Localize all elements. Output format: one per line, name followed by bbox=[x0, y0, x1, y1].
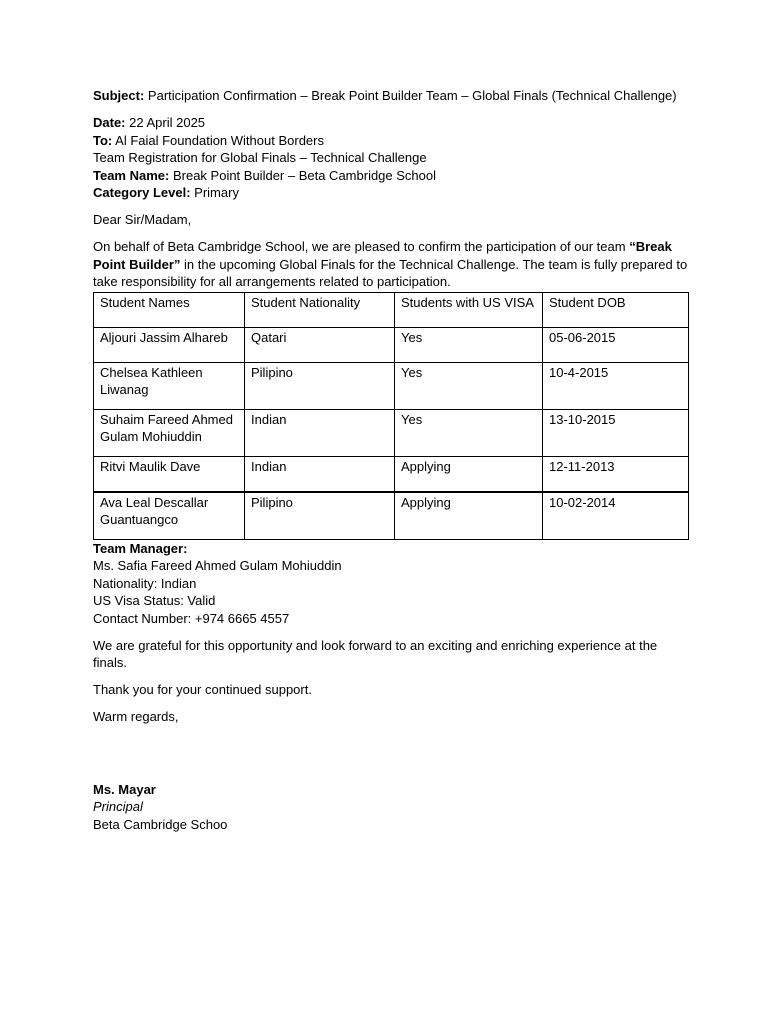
team-manager-heading: Team Manager: bbox=[93, 540, 188, 556]
team-name-label: Team Name: bbox=[93, 167, 170, 183]
team-name-line bbox=[93, 167, 689, 185]
intro-after: in the upcoming Global Finals for the Technical Challenge. The team is fully prepared to take responsibility for all arrangements related to participation. bbox=[93, 256, 688, 289]
registration-line: Team Registration for Global Finals – Technical Challenge bbox=[93, 150, 427, 165]
table-header-row bbox=[94, 292, 689, 327]
intro-team-quote: “Break Point Builder” bbox=[93, 239, 672, 272]
student-visa: Yes bbox=[395, 409, 543, 456]
header-student-names: Student Names bbox=[94, 292, 245, 327]
student-nationality: Indian bbox=[245, 456, 395, 492]
intro-paragraph bbox=[93, 238, 689, 291]
student-nationality: Pilipino bbox=[245, 492, 395, 540]
date-line bbox=[93, 114, 689, 132]
thanks-line: Thank you for your continued support. bbox=[93, 682, 312, 697]
subject-label: Subject: bbox=[93, 88, 145, 103]
table-row bbox=[94, 327, 689, 362]
team-manager-contact: Contact Number: +974 6665 4557 bbox=[93, 610, 290, 626]
header-student-nationality: Student Nationality bbox=[245, 292, 395, 327]
grateful-paragraph: We are grateful for this opportunity and look forward to an exciting and enriching experience at the finals. bbox=[93, 637, 658, 670]
subject-text: Participation Confirmation – Break Point Builder Team – Global Finals (Technical Challenge) bbox=[147, 88, 677, 103]
recipient-label: To: bbox=[93, 132, 113, 148]
student-visa: Yes bbox=[395, 327, 543, 362]
student-dob: 12-11-2013 bbox=[543, 456, 689, 492]
table-row bbox=[94, 409, 689, 456]
date-label: Date: bbox=[93, 115, 126, 130]
student-nationality: Indian bbox=[245, 409, 395, 456]
student-name: Chelsea Kathleen Liwanag bbox=[94, 362, 245, 409]
category-value: Primary bbox=[194, 185, 239, 200]
signatory-school: Beta Cambridge Schoo bbox=[93, 816, 228, 832]
regards-line: Warm regards, bbox=[93, 709, 179, 724]
category-label: Category Level: bbox=[93, 185, 191, 200]
team-name-value: Break Point Builder – Beta Cambridge School bbox=[172, 167, 437, 183]
team-manager-name: Ms. Safia Fareed Ahmed Gulam Mohiuddin bbox=[93, 558, 342, 573]
salutation: Dear Sir/Madam, bbox=[93, 212, 192, 227]
student-visa: Applying bbox=[395, 492, 543, 540]
signatory-title: Principal bbox=[93, 799, 143, 814]
student-dob: 13-10-2015 bbox=[543, 409, 689, 456]
header-student-dob: Student DOB bbox=[543, 292, 689, 327]
table-row bbox=[94, 456, 689, 492]
team-manager-nationality: Nationality: Indian bbox=[93, 575, 197, 591]
student-name: Ritvi Maulik Dave bbox=[94, 456, 245, 492]
student-visa: Yes bbox=[395, 362, 543, 409]
table-row bbox=[94, 492, 689, 540]
student-name: Suhaim Fareed Ahmed Gulam Mohiuddin bbox=[94, 409, 245, 456]
student-dob: 10-02-2014 bbox=[543, 492, 689, 540]
recipient-value: Al Faial Foundation Without Borders bbox=[115, 132, 324, 148]
student-name: Ava Leal Descallar Guantuangco bbox=[94, 492, 245, 540]
letter bbox=[93, 87, 689, 833]
table-row bbox=[94, 362, 689, 409]
student-dob: 05-06-2015 bbox=[543, 327, 689, 362]
team-manager-visa: US Visa Status: Valid bbox=[93, 593, 216, 608]
letter-header bbox=[93, 114, 689, 202]
student-nationality: Qatari bbox=[245, 327, 395, 362]
date-value: 22 April 2025 bbox=[129, 115, 206, 130]
signatory-name: Ms. Mayar bbox=[93, 781, 156, 797]
recipient-line bbox=[93, 132, 689, 150]
intro-before: On behalf of Beta Cambridge School, we are pleased to confirm the participation of our team bbox=[93, 239, 630, 254]
student-nationality: Pilipino bbox=[245, 362, 395, 409]
student-name: Aljouri Jassim Alhareb bbox=[94, 327, 245, 362]
students-table bbox=[93, 292, 689, 540]
team-manager-section bbox=[93, 540, 689, 628]
signature-space bbox=[93, 726, 689, 781]
category-line bbox=[93, 184, 689, 202]
student-dob: 10-4-2015 bbox=[543, 362, 689, 409]
subject-line bbox=[93, 87, 689, 105]
header-us-visa: Students with US VISA bbox=[395, 292, 543, 327]
student-visa: Applying bbox=[395, 456, 543, 492]
signature-block bbox=[93, 781, 689, 834]
